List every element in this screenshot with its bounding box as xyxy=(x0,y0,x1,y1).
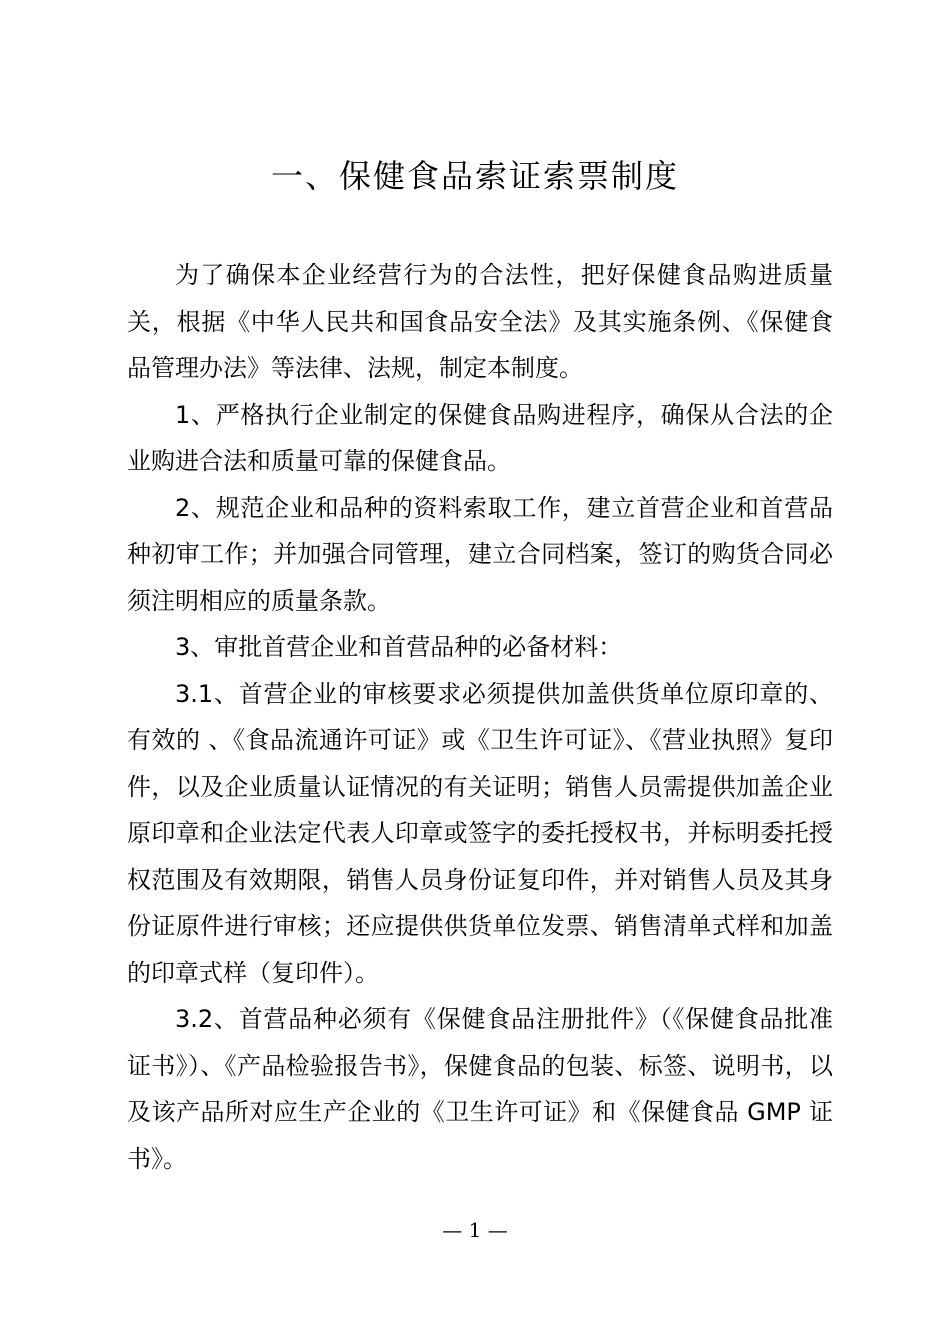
paragraph-item-1: 1、严格执行企业制定的保健食品购进程序，确保从合法的企业购进合法和质量可靠的保健食品。 xyxy=(127,400,833,475)
document-body xyxy=(127,252,833,1182)
page-number: — 1 — xyxy=(442,1218,508,1242)
paragraph-item-3-2: 3.2、首营品种必须有《保健食品注册批件》（《保健食品批准证书》）、《产品检验报告书》，保健食品的包装、标签、说明书，以及该产品所对应生产企业的《卫生许可证》和《保健食品 GMP 证书》。 xyxy=(127,1005,833,1173)
paragraph-item-3: 3、审批首营企业和首营品种的必备材料： xyxy=(175,633,623,661)
paragraph-item-2: 2、规范企业和品种的资料索取工作，建立首营企业和首营品种初审工作；并加强合同管理，建立合同档案，签订的购货合同必须注明相应的质量条款。 xyxy=(127,493,833,615)
page-title: 一、保健食品索证索票制度 xyxy=(270,157,679,195)
paragraph-intro: 为了确保本企业经营行为的合法性，把好保健食品购进质量关，根据《中华人民共和国食品安全法》及其实施条例、《保健食品管理办法》等法律、法规，制定本制度。 xyxy=(127,261,833,382)
paragraph-item-3-1: 3.1、首营企业的审核要求必须提供加盖供货单位原印章的、有效的 、《食品流通许可证》或《卫生许可证》、《营业执照》复印件，以及企业质量认证情况的有关证明；销售人员需提供加盖企业原印章和企业法定代表人印章或签字的委托授权书，并标明委托授权范围及有效期限，销售人员身份证复印件，并对销售人员及其身份证原件进行审核；还应提供供货单位发票、销售清单式样和加盖的印章式样（复印件）。 xyxy=(127,679,833,987)
